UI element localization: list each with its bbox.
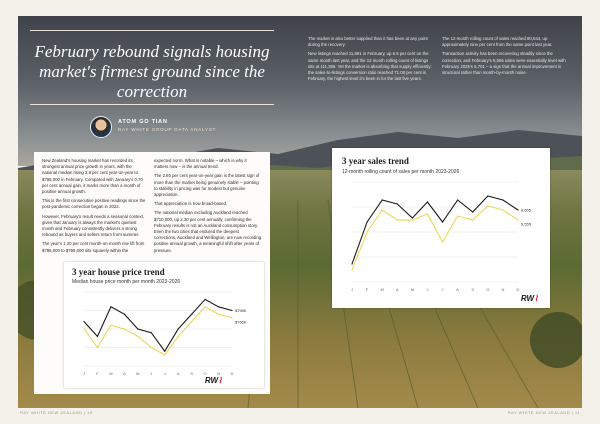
end-value-label: 6,655 (521, 207, 532, 213)
data-point (204, 306, 205, 307)
x-tick-label: A (123, 371, 126, 376)
data-point (412, 219, 413, 220)
end-value-label: $795K (235, 308, 247, 313)
data-point (231, 310, 232, 311)
data-point (517, 209, 518, 210)
series-line-2026 (352, 196, 518, 264)
data-point (110, 325, 111, 326)
data-point (397, 219, 398, 220)
x-tick-label: M (410, 287, 415, 292)
paragraph: The year's 1.20 per cent month-on-month rise lift from $785,000 to $795,000 sits squarely within the (42, 241, 145, 253)
data-point (472, 219, 473, 220)
data-point (191, 321, 192, 322)
x-tick-label: J (83, 371, 85, 376)
x-tick-label: D (516, 287, 520, 292)
x-tick-label: N (217, 371, 220, 376)
x-tick-label: N (501, 287, 505, 292)
headline: February rebound signals housing market's firmest ground since the correction (34, 42, 270, 101)
data-point (382, 209, 383, 210)
paragraph: This is the first consecutive positive readings since the post-pandemic correction began in 2022. (42, 198, 146, 210)
paragraph: New listings reached 11,891 in February, up 6.9 per cent on the same month last year, and the 12 month rolling count of listings sits at 111,396. Yet the market is absorbing that supply efficiently: the sales-to-listings conversion ratio reached 71.08 per cent in February, the highest level it's been in for the last five years. (308, 51, 432, 82)
x-tick-label: A (395, 287, 399, 292)
paragraph: The market is also better supplied than it has been at any point during the recovery. (308, 36, 428, 48)
x-tick-label: F (96, 371, 99, 376)
headline-rule-top (30, 30, 274, 31)
brand-logo: RW⌇ (204, 376, 222, 385)
data-point (517, 219, 518, 220)
paragraph: The national median excluding Auckland reached $710,000, up 2.30 per cent annually, confirming the February results is not an Auckland consumption story. Even the two cities that endured the deepest corrections, Auckland and Wellington, are now recording positive annual growth, a meaningful shift after years of pressure. (154, 210, 262, 253)
x-tick-label: D (230, 371, 234, 376)
data-point (218, 306, 219, 307)
author-role: RAY WHITE GROUP DATA ANALYST (118, 127, 217, 132)
chart-title: 3 year house price trend (72, 267, 165, 277)
data-point (151, 347, 152, 348)
paragraph: The 12-month rolling count of sales reached 80,544, up approximately nine per cent from the same point last year. (442, 36, 553, 48)
x-tick-label: M (109, 371, 113, 376)
data-point (472, 211, 473, 212)
chart-subtitle: 12-month rolling count of sales per month 2023-2026 (342, 169, 460, 175)
author-avatar (90, 116, 112, 138)
series-line-2026 (84, 299, 232, 351)
data-point (487, 195, 488, 196)
x-tick-label: S (190, 371, 193, 376)
data-point (83, 321, 84, 322)
data-point (164, 354, 165, 355)
house-price-line-chart (70, 286, 258, 378)
data-point (97, 336, 98, 337)
data-point (397, 203, 398, 204)
data-point (178, 328, 179, 329)
paragraph: expected norm. What is notable – which is why it matters now – is the annual trend. (154, 158, 247, 170)
data-point (502, 199, 503, 200)
author-name: ATOM GO TIAN (118, 119, 168, 125)
body-text-column-1 (42, 158, 148, 257)
data-point (124, 314, 125, 315)
end-value-label: $760K (235, 319, 247, 325)
x-tick-label: M (380, 287, 384, 292)
series-line-2025 (352, 206, 518, 270)
sales-trend-line-chart (338, 176, 544, 294)
top-text-column-2 (442, 36, 568, 79)
chart-title: 3 year sales trend (342, 156, 409, 166)
x-tick-label: F (365, 287, 369, 292)
data-point (502, 209, 503, 210)
x-tick-label: A (176, 371, 180, 376)
data-point (351, 269, 352, 270)
data-point (442, 241, 443, 242)
house-price-chart-card (64, 262, 264, 388)
data-point (412, 217, 413, 218)
data-point (124, 328, 125, 329)
data-point (382, 199, 383, 200)
data-point (427, 213, 428, 214)
paragraph: New Zealand's housing market has recorded its strongest annual price growth in years, with the national median rising 2.8 per cent year-on-year to $795,000 in February. Compared with January's 0.70 per cent annual gain, it marks more than a month of positive annual growth. (42, 158, 143, 195)
x-tick-label: A (456, 287, 459, 292)
top-text-column-1 (308, 36, 434, 85)
data-point (178, 336, 179, 337)
data-point (137, 328, 138, 329)
x-tick-label: O (203, 371, 207, 376)
brand-logo: RW⌇ (520, 294, 538, 303)
x-tick-label: J (426, 287, 429, 292)
paragraph: The 2.80 per cent year-on-year gain is the latest sign of more than the market being genuinely stable – pointing to stability in pricing was for modest but genuine appreciation. (154, 173, 260, 198)
paragraph: Transaction activity has been recovering steadily since the correction, and February's 6,555 sales were essentially level with February 2025's 6,701 – a sign that the annual improvement is structural rather than month-by-month noise. (442, 51, 566, 76)
data-point (457, 199, 458, 200)
footer-right: RAY WHITE NEW ZEALAND | 11 (507, 410, 580, 415)
data-point (218, 314, 219, 315)
x-tick-label: O (486, 287, 490, 292)
x-tick-label: S (471, 287, 475, 292)
x-tick-label: J (441, 287, 444, 292)
data-point (151, 332, 152, 333)
headline-rule-bottom (30, 104, 274, 105)
paragraph: However, February's result needs a seasonal context, given that January is always the market's quietest month and February consistently delivers a strong rebound as buyers and sellers return from summer. (42, 213, 145, 238)
data-point (204, 299, 205, 300)
data-point (137, 336, 138, 337)
x-tick-label: J (163, 371, 166, 376)
x-tick-label: M (136, 371, 140, 376)
chart-subtitle: Median house price month per month 2023-2026 (72, 279, 181, 285)
data-point (457, 215, 458, 216)
data-point (366, 221, 367, 222)
data-point (487, 205, 488, 206)
data-point (427, 201, 428, 202)
data-point (110, 306, 111, 307)
data-point (351, 263, 352, 264)
body-text-column-2 (154, 158, 262, 257)
data-point (366, 231, 367, 232)
data-point (164, 351, 165, 352)
x-tick-label: J (150, 371, 153, 376)
data-point (442, 221, 443, 222)
data-point (83, 328, 84, 329)
paragraph: That appreciation is now broad-based. (154, 201, 228, 207)
data-point (231, 317, 232, 318)
x-tick-label: J (351, 287, 353, 292)
data-point (191, 314, 192, 315)
end-value-label: 6,555 (521, 221, 532, 227)
sales-trend-chart-card (332, 148, 550, 308)
footer-left: RAY WHITE NEW ZEALAND | 10 (20, 410, 93, 415)
data-point (97, 347, 98, 348)
